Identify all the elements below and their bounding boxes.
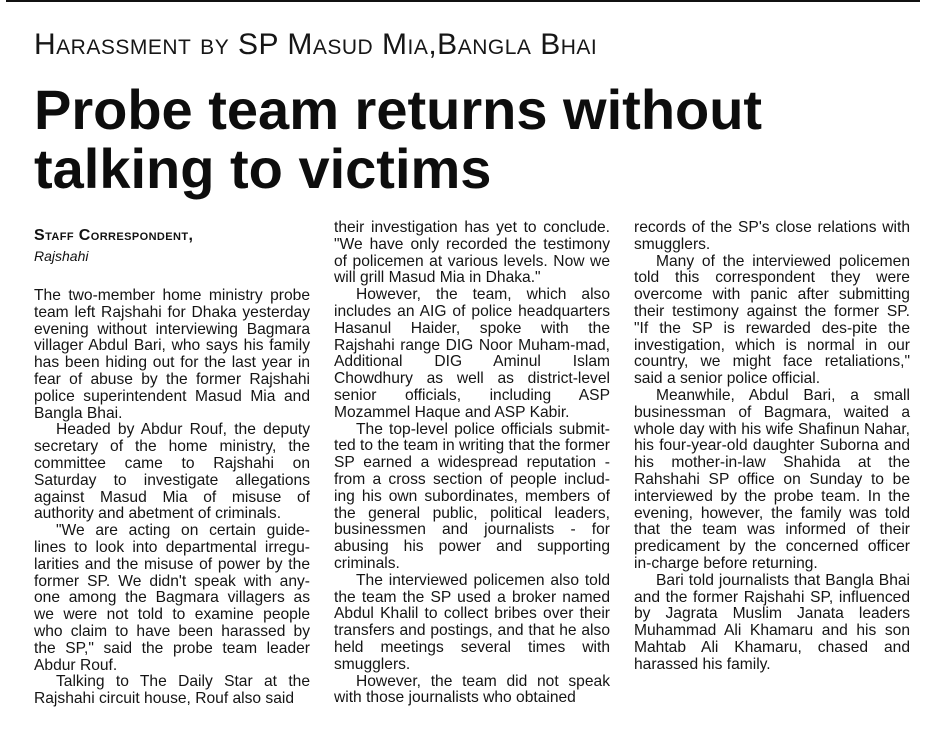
paragraph: Bari told journalists that Bangla Bhai and the former Rajshahi SP, influenced by Jagrata Muslim Janata leaders Muhammad Ali Khamaru and his son Mahtab Ali Khamaru, chased and harassed his family. bbox=[634, 571, 910, 673]
byline: Staff Correspondent, bbox=[34, 227, 194, 244]
dateline: Rajshahi bbox=[34, 248, 89, 264]
paragraph: "We are acting on certain guide-lines to look into departmental irregu-larities and the misuse of power by the former SP. We didn't speak with any-one among the Bagmara villagers as we were not told to examine people who claim to have been harassed by the SP," said the probe team leader Abdur Rouf. bbox=[34, 522, 310, 674]
paragraph: The interviewed policemen also told the team the SP used a broker named Abdul Khalil to collect bribes over their transfers and postings, and that he also held meetings several times with smugglers. bbox=[334, 571, 610, 673]
paragraph: their investigation has yet to conclude. "We have only recorded the testimony of policemen at various levels. Now we will grill Masud Mia in Dhaka." bbox=[334, 219, 610, 287]
paragraph: The top-level police officials submit-ted to the team in writing that the former SP earned a widespread reputation - from a cross section of people includ-ing his own subordinates, members of the general public, political leaders, businessmen and journalists - for abusing his power and supporting criminals. bbox=[334, 420, 610, 572]
paragraph: The two-member home ministry probe team left Rajshahi for Dhaka yesterday evening without interviewing Bagmara villager Abdul Bari, who says his family has been hiding out for the last year in fear of abuse by the former Rajshahi police superintendent Masud Mia and Bangla Bhai. bbox=[34, 287, 310, 422]
column-3 bbox=[634, 220, 910, 674]
paragraph: Headed by Abdur Rouf, the deputy secretary of the home ministry, the committee came to Rajshahi on Saturday to investigate allegations against Masud Mia of misuse of authority and abetment of criminals. bbox=[34, 421, 310, 523]
paragraph: Meanwhile, Abdul Bari, a small businessman of Bagmara, waited a whole day with his wife Shafinun Nahar, his four-year-old daughter Suborna and his mother-in-law Shahida at the Rahshahi SP office on Sunday to be interviewed by the probe team. In the evening, however, the family was told that the team was informed of their predicament by the concerned officer in-charge before returning. bbox=[634, 386, 910, 572]
byline-block bbox=[34, 226, 314, 265]
paragraph: Many of the interviewed policemen told this correspondent they were overcome with panic after submitting their testimony against the former SP. "If the SP is rewarded des-pite the investigation, which is normal in our country, we might face retaliations," said a senior police official. bbox=[634, 252, 910, 388]
column-2 bbox=[334, 220, 610, 707]
kicker: Harassment by SP Masud Mia,Bangla Bhai bbox=[34, 28, 598, 61]
column-1 bbox=[34, 288, 310, 708]
paragraph: However, the team did not speak with those journalists who obtained bbox=[334, 672, 610, 707]
paragraph: However, the team, which also includes an AIG of police headquarters Hasanul Haider, spoke with the Rajshahi range DIG Noor Muham-mad, Additional DIG Aminul Islam Chowdhury as well as district-level senior officials, including ASP Mozammel Haque and ASP Kabir. bbox=[334, 286, 610, 421]
top-rule bbox=[6, 0, 920, 2]
paragraph: Talking to The Daily Star at the Rajshahi circuit house, Rouf also said bbox=[34, 673, 310, 708]
paragraph: records of the SP's close relations with smugglers. bbox=[634, 219, 910, 253]
headline: Probe team returns without talking to victims bbox=[34, 78, 763, 200]
